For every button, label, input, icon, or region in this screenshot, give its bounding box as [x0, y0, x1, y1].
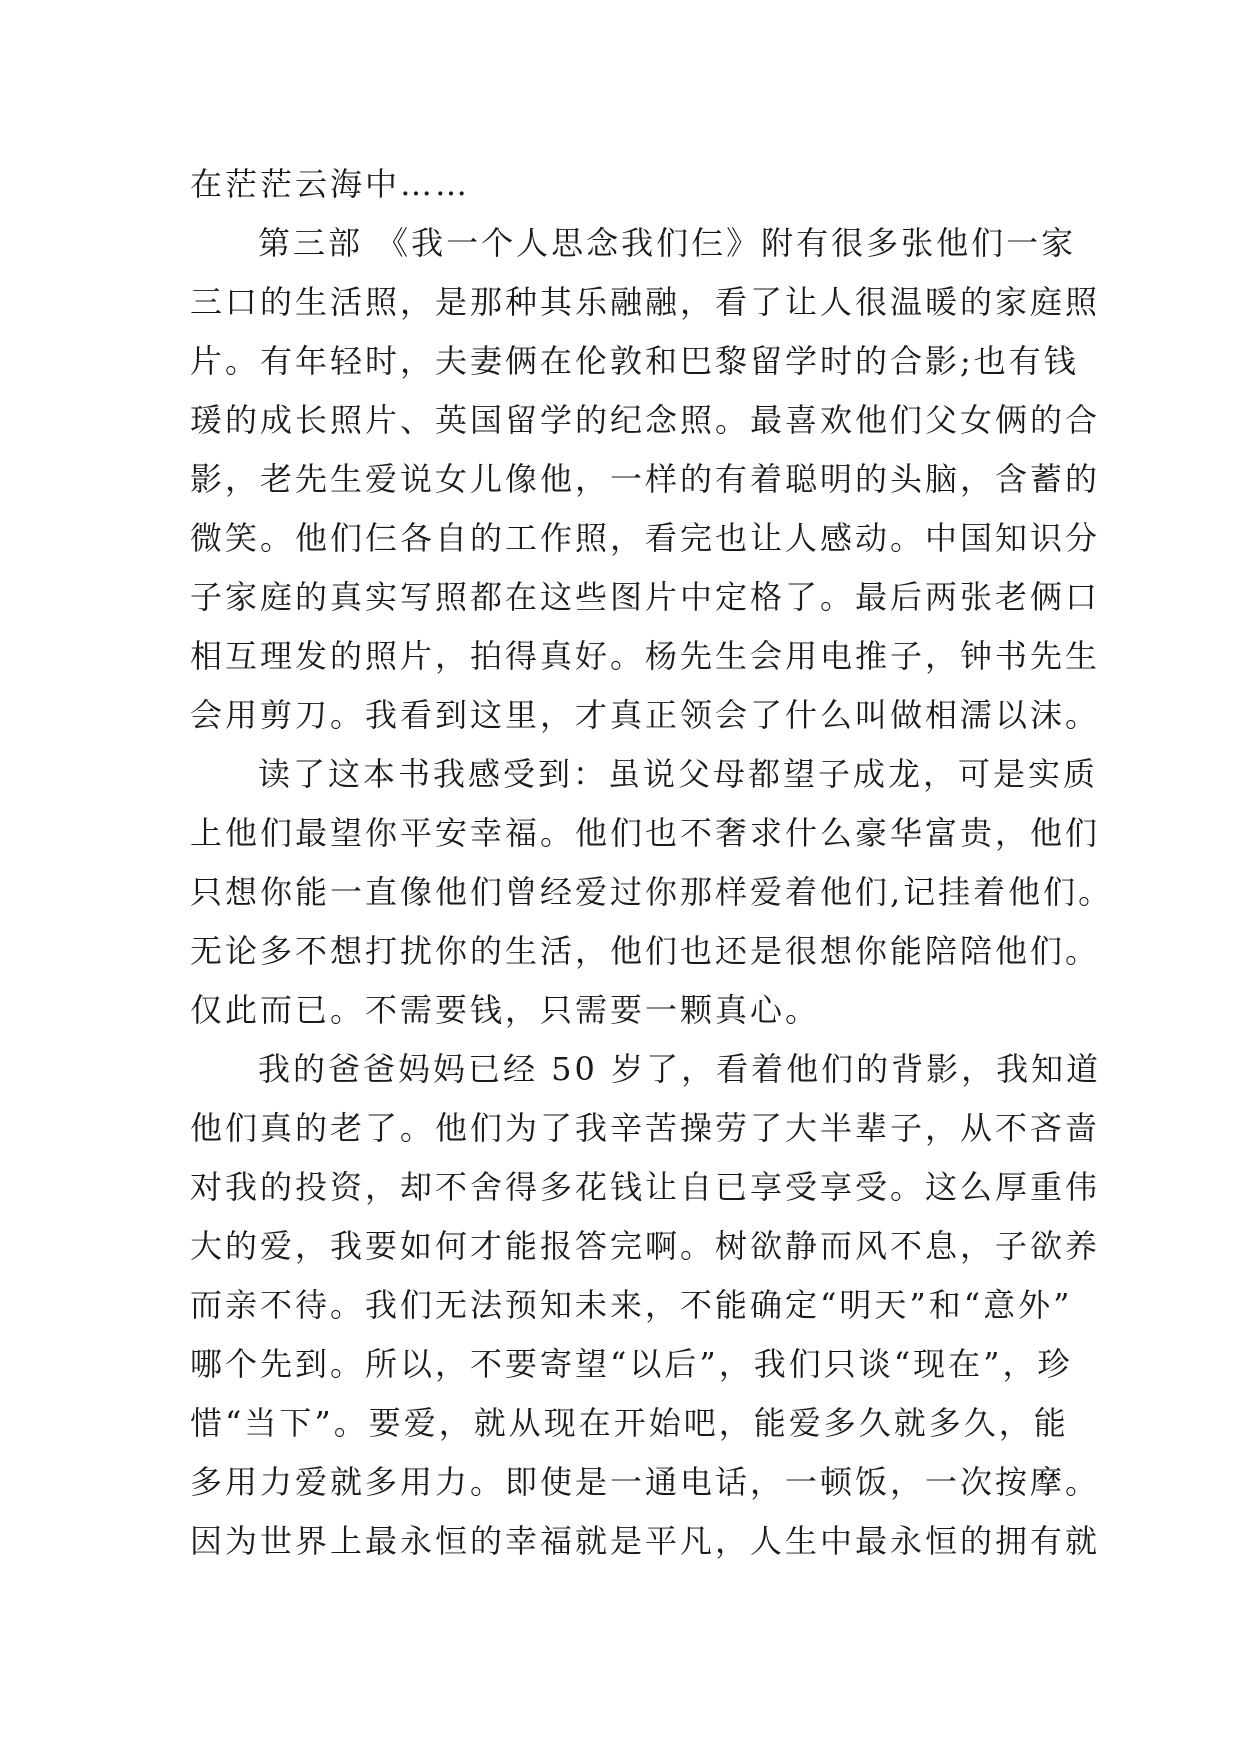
text-line: 子家庭的真实写照都在这些图片中定格了。最后两张老俩口: [190, 578, 1101, 616]
text-line: 无论多不想打扰你的生活，他们也还是很想你能陪陪他们。: [190, 932, 1101, 970]
paragraph-start-line: 我的爸爸妈妈已经 50 岁了，看着他们的背影，我知道: [258, 1050, 1102, 1088]
text-line: 会用剪刀。我看到这里，才真正领会了什么叫做相濡以沫。: [190, 696, 1101, 734]
text-line: 哪个先到。所以，不要寄望“以后”，我们只谈“现在”，珍: [190, 1345, 1073, 1383]
text-line: 他们真的老了。他们为了我辛苦操劳了大半辈子，从不吝啬: [190, 1109, 1101, 1147]
text-line: 片。有年轻时，夫妻俩在伦敦和巴黎留学时的合影;也有钱: [190, 342, 1079, 380]
text-line: 仅此而已。不需要钱，只需要一颗真心。: [190, 991, 821, 1029]
text-line: 因为世界上最永恒的幸福就是平凡，人生中最永恒的拥有就: [190, 1522, 1101, 1560]
text-line: 多用力爱就多用力。即使是一通电话，一顿饭，一次按摩。: [190, 1463, 1101, 1501]
text-line: 相互理发的照片，拍得真好。杨先生会用电推子，钟书先生: [190, 637, 1101, 675]
text-line: 而亲不待。我们无法预知未来，不能确定“明天”和“意外”: [190, 1286, 1073, 1324]
text-line: 三口的生活照，是那种其乐融融，看了让人很温暖的家庭照: [190, 283, 1101, 321]
text-line: 在茫茫云海中……: [190, 165, 471, 203]
text-line: 大的爱，我要如何才能报答完啊。树欲静而风不息，子欲养: [190, 1227, 1101, 1265]
text-line: 对我的投资，却不舍得多花钱让自已享受享受。这么厚重伟: [190, 1168, 1101, 1206]
text-line: 微笑。他们仨各自的工作照，看完也让人感动。中国知识分: [190, 519, 1101, 557]
body-text: [190, 155, 1114, 1571]
text-line: 瑗的成长照片、英国留学的纪念照。最喜欢他们父女俩的合: [190, 401, 1101, 439]
paragraph-start-line: 第三部 《我一个人思念我们仨》附有很多张他们一家: [258, 224, 1077, 262]
text-line: 只想你能一直像他们曾经爱过你那样爱着他们,记挂着他们。: [190, 873, 1114, 911]
text-line: 上他们最望你平安幸福。他们也不奢求什么豪华富贵，他们: [190, 814, 1101, 852]
paragraph-start-line: 读了这本书我感受到：虽说父母都望子成龙，可是实质: [258, 755, 1099, 793]
text-line: 惜“当下”。要爱，就从现在开始吧，能爱多久就多久，能: [190, 1404, 1069, 1442]
text-line: 影，老先生爱说女儿像他，一样的有着聪明的头脑，含蓄的: [190, 460, 1101, 498]
